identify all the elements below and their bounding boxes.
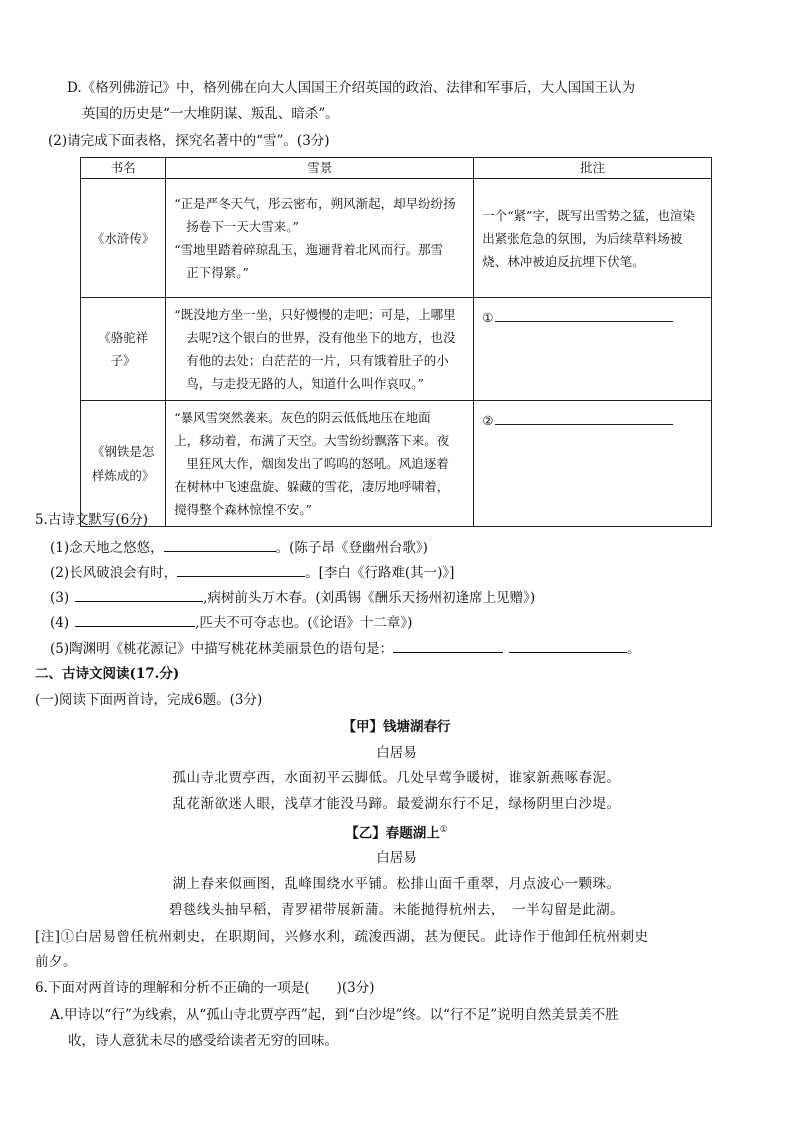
answer-blank[interactable]	[164, 537, 276, 552]
scene-line: 在树林中飞速盘旋、躲藏的雪花，凄厉地呼啸着，	[174, 479, 450, 494]
answer-line[interactable]	[495, 412, 673, 425]
q5-item-2	[50, 562, 454, 583]
q5-source: ,匹夫不可夺志也。(《论语》十二章》)	[195, 615, 413, 631]
answer-blank[interactable]	[177, 562, 305, 577]
poem-note-line2: 前夕。	[35, 954, 77, 970]
book-title: 《骆驼祥子》	[81, 298, 166, 401]
scene-line: “雪地里踏着碎琼乱玉，迤逦背着北风而行。那雪	[174, 242, 444, 257]
scene-line: 里狂风大作，烟囱发出了呜呜的怒吼。风追逐着	[186, 456, 449, 471]
question-6-stem: 6.下面对两首诗的理解和分析不正确的一项是( )(3分)	[35, 980, 375, 996]
annotation: 一个“紧”字，既写出雪势之猛，也渲染出紧张危急的氛围，为后续草料场被烧、林冲被迫反抗埋下伏笔。	[474, 179, 712, 298]
scene-line: “暴风雪突然袭来。灰色的阴云低低地压在地面	[174, 410, 431, 425]
snow-scene	[166, 401, 474, 527]
scene-line: 鸟，与走投无路的人，知道什么叫作哀叹。”	[186, 376, 424, 391]
q5-source: 。(陈子昂《登幽州台歌》)	[275, 540, 428, 556]
poem-b-title	[0, 820, 793, 844]
snow-scene	[166, 298, 474, 401]
scene-line: 有他的去处；白茫茫的一片，只有饿着肚子的小	[186, 353, 449, 368]
poem-b-line2: 碧毯线头抽早稻，青罗裙带展新蒲。未能抛得杭州去， 一半勾留是此湖。	[168, 902, 625, 918]
q5-end: 。	[627, 641, 641, 657]
q5-item-3	[50, 587, 535, 608]
question-5-title: 5.古诗文默写(6分)	[35, 512, 149, 528]
section-2-title: 二、古诗文阅读(17.分)	[35, 666, 180, 682]
table-header-row	[81, 158, 712, 179]
scene-line: 上，移动着，布满了天空。大雪纷纷飘落下来。夜	[174, 433, 450, 448]
q5-source: 。[李白《行路难(其一)》]	[305, 565, 455, 581]
scene-line: 扬卷下一天大雪来。”	[186, 219, 299, 234]
q5-text: (3)	[50, 590, 70, 606]
poem-b-line1: 湖上春来似画图，乱峰围绕水平铺。松排山面千重翠，月点波心一颗珠。	[172, 876, 621, 892]
blank-number: ②	[482, 413, 494, 428]
footnote-marker: ①	[439, 825, 448, 835]
q5-text: (2)长风破浪会有时，	[50, 565, 178, 581]
q5-text: (1)念天地之悠悠，	[50, 540, 164, 556]
poem-a-line2: 乱花渐欲迷人眼，浅草才能没马蹄。最爱湖东行不足，绿杨阴里白沙堤。	[172, 796, 621, 812]
section-2-instruction: (一)阅读下面两首诗，完成6题。(3分)	[35, 692, 263, 708]
answer-line[interactable]	[495, 309, 673, 322]
q5-text: (5)陶渊明《桃花源记》中描写桃花林美丽景色的语句是：	[50, 641, 394, 657]
table-row	[81, 298, 712, 401]
answer-blank[interactable]	[509, 638, 627, 653]
scene-line: “正是严冬天气，彤云密布，朔风渐起，却早纷纷扬	[174, 196, 456, 211]
blank-number: ①	[482, 310, 494, 325]
table-row	[81, 179, 712, 298]
annotation-blank-1[interactable]	[474, 298, 712, 401]
poem-a-line1: 孤山寺北贾亭西，水面初平云脚低。几处早莺争暖树，谁家新燕啄春泥。	[172, 770, 621, 786]
answer-blank[interactable]	[75, 612, 195, 627]
header-note: 批注	[474, 158, 712, 179]
scene-line: 去呢?这个银白的世界，没有他坐下的地方，也没	[186, 330, 456, 345]
q5-item-4	[50, 612, 412, 633]
scene-line: 正下得紧。”	[186, 265, 249, 280]
q5-text: (4)	[50, 615, 70, 631]
option-d-line1: D.《格列佛游记》中，格列佛在向大人国国王介绍英国的政治、法律和军事后，大人国国王认为	[67, 80, 636, 96]
poem-b-title-text: 【乙】春题湖上	[345, 825, 440, 842]
q5-item-5	[50, 638, 641, 659]
annotation-blank-2[interactable]	[474, 401, 712, 527]
answer-blank[interactable]	[393, 638, 503, 653]
q5-source: ,病树前头万木春。(刘禹锡《酬乐天扬州初逢席上见赠》)	[203, 590, 536, 606]
poem-b-author: 白居易	[376, 850, 417, 866]
q6-option-a-line1: A.甲诗以“行”为线索，从“孤山寺北贾亭西”起，到“白沙堤”终。以“行不足”说明自然美景美不胜	[50, 1007, 619, 1023]
header-scene: 雪景	[166, 158, 474, 179]
scene-line: 搅得整个森林惊惶不安。”	[174, 502, 312, 517]
scene-line: “既没地方坐一坐，只好慢慢的走吧；可是，上哪里	[174, 307, 456, 322]
poem-note-line1: [注]①白居易曾任杭州刺史，在职期间，兴修水利，疏浚西湖，甚为便民。此诗作于他卸任杭州刺史	[35, 929, 649, 945]
snow-scene	[166, 179, 474, 298]
q5-item-1	[50, 537, 428, 558]
q6-option-a-line2: 收，诗人意犹未尽的感受给读者无穷的回味。	[68, 1033, 338, 1049]
table-row	[81, 401, 712, 527]
book-title: 《水浒传》	[81, 179, 166, 298]
answer-blank[interactable]	[75, 587, 203, 602]
snow-table	[80, 157, 712, 527]
question-4-2: (2)请完成下面表格，探究名著中的“雪”。(3分)	[48, 133, 330, 149]
poem-a-title: 【甲】钱塘湖春行	[342, 719, 451, 735]
book-title: 《钢铁是怎样炼成的》	[81, 401, 166, 527]
poem-a-author: 白居易	[376, 745, 417, 761]
header-book: 书名	[81, 158, 166, 179]
option-d-line2: 英国的历史是“一大堆阴谋、叛乱、暗杀”。	[82, 106, 339, 122]
